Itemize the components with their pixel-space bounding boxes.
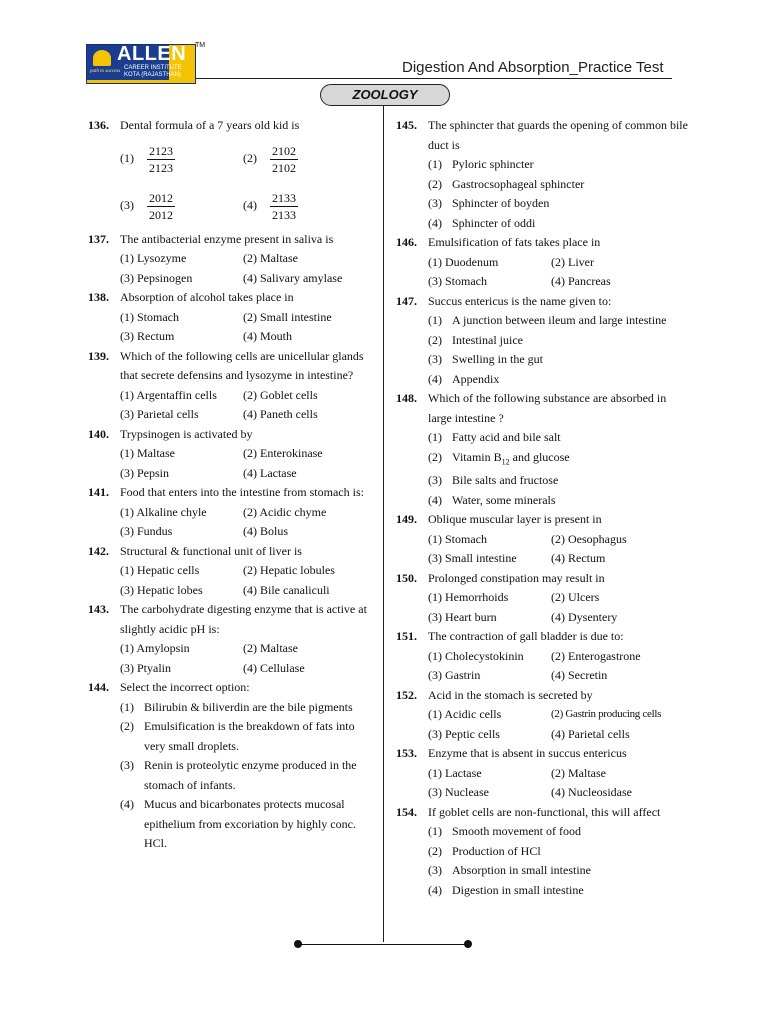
options [396,428,692,510]
option-2 [243,143,366,176]
trademark-mark: TM [195,42,206,49]
question-text: Dental formula of a 7 years old kid is [120,118,300,132]
question-number: 145. [396,118,417,132]
options [396,705,692,744]
option-1: (1) Stomach [120,309,179,324]
numerator: 2012 [149,190,173,205]
dental-formula [270,143,298,176]
option-3: (3) Pepsin [120,465,169,480]
options [396,822,692,900]
option-3: Bile salts and fructose [452,473,559,488]
option-label: (4) [428,215,442,230]
option-1: (1) Argentaffin cells [120,387,217,402]
option-4: (4) Paneth cells [243,407,318,421]
option-2: (2) Enterogastrone [551,648,641,663]
option-label: (1) [120,151,134,166]
option-4: Appendix [452,371,500,386]
options-row [88,183,376,230]
question-text: Which of the following cells are unicellular glands that secrete defensins and lysozyme in intestine? [120,348,364,382]
options [396,253,692,292]
option-2: (2) Acidic chyme [243,504,327,519]
option-4: (4) Bile canaliculi [243,582,330,597]
options [88,444,376,483]
question-136 [88,116,376,136]
option-2: Production of HCl [452,843,541,858]
option-3: Absorption in small intestine [452,863,591,878]
option-label: (4) [428,371,442,386]
logo-subtitle [124,65,182,79]
option-2: (2) Hepatic lobules [243,563,335,577]
question-144 [88,678,376,698]
footer-dot-right [464,940,472,948]
question-140 [88,425,376,445]
question-text: Emulsification of fats takes place in [428,235,601,249]
question-text: Enzyme that is absent in succus entericus [428,746,627,761]
question-text: Food that enters into the intestine from stomach is: [120,485,364,499]
option-1: (1) Duodenum [428,254,499,269]
right-column [396,116,692,900]
question-146 [396,233,692,253]
question-text: Trypsinogen is activated by [120,426,253,441]
option-4: (4) Rectum [551,551,606,566]
question-text: Succus entericus is the name given to: [428,293,612,308]
dental-formula [147,190,175,223]
logo-emblem-icon [93,50,111,66]
option-4 [243,190,366,223]
option-2: (2) Maltase [243,641,298,655]
question-141 [88,483,376,503]
question-text: The antibacterial enzyme present in saliva is [120,231,334,246]
option-4: (4) Mouth [243,329,292,343]
option-4: Digestion in small intestine [452,882,584,897]
question-number: 151. [396,629,417,644]
question-number: 139. [88,348,109,363]
option-label: (3) [120,198,134,213]
option-1: (1) Stomach [428,531,487,546]
question-text: Which of the following substance are absorbed in large intestine ? [428,391,667,425]
option-label: (1) [428,313,442,327]
option-3: Renin is proteolytic enzyme produced in the stomach of infants. [144,758,357,792]
denominator: 2123 [149,160,173,175]
option-3: (3) Pepsinogen [120,270,193,285]
options [88,639,376,678]
option-3: Swelling in the gut [452,352,543,366]
question-138 [88,288,376,308]
option-2: (2) Gastrin producing cells [551,708,662,721]
question-text: The sphincter that guards the opening of common bile duct is [428,118,688,152]
option-label: (1) [428,157,442,171]
option-2-text-end: and glucose [509,449,570,464]
option-1: (1) Maltase [120,446,175,460]
question-number: 146. [396,235,417,249]
question-text: The contraction of gall bladder is due to: [428,629,624,644]
dental-formula [147,143,175,176]
question-number: 150. [396,570,417,585]
option-2: (2) Maltase [551,765,606,780]
question-number: 153. [396,746,417,761]
options [88,308,376,347]
option-4: (4) Bolus [243,524,288,538]
question-153 [396,744,692,764]
option-3: Sphincter of boyden [452,196,550,210]
option-label: (2) [428,843,442,858]
options [396,647,692,686]
question-number: 141. [88,485,109,499]
option-2: Emulsification is the breakdown of fats into very small droplets. [144,719,355,753]
footer-dot-left [294,940,302,948]
option-3: (3) Nuclease [428,785,489,800]
question-text: Acid in the stomach is secreted by [428,687,593,702]
option-2: (2) Ulcers [551,590,600,605]
question-text: If goblet cells are non-functional, this will affect [428,804,661,819]
option-1 [120,143,243,176]
option-3: (3) Small intestine [428,551,517,566]
column-divider [383,106,384,942]
option-1: Pyloric sphincter [452,157,534,171]
option-label: (3) [120,758,134,772]
question-150 [396,569,692,589]
options [88,561,376,600]
question-number: 149. [396,512,417,527]
option-label: (4) [243,198,257,213]
logo-line2: KOTA (RAJASTHAN) [124,72,181,78]
options [88,386,376,425]
logo-tagline: path to success [90,69,121,74]
option-4: (4) Dysentery [551,609,618,624]
options [88,249,376,288]
question-137 [88,230,376,250]
question-text: Select the incorrect option: [120,680,250,694]
question-number: 144. [88,680,109,694]
option-3: (3) Hepatic lobes [120,582,203,597]
option-2: (2) Goblet cells [243,387,318,402]
option-4: (4) Parietal cells [551,726,630,741]
option-1: (1) Lactase [428,765,482,780]
question-number: 147. [396,293,417,308]
option-label: (1) [120,699,134,714]
question-147 [396,292,692,312]
question-number: 136. [88,118,109,132]
question-143 [88,600,376,639]
denominator: 2012 [149,207,173,222]
question-number: 143. [88,602,109,616]
question-148 [396,389,692,428]
option-1: Smooth movement of food [452,824,581,839]
options [396,155,692,233]
option-4: (4) Lactase [243,465,297,480]
option-3 [120,190,243,223]
option-1: (1) Hemorrhoids [428,590,509,605]
question-142 [88,542,376,562]
question-number: 152. [396,687,417,702]
subject-badge: ZOOLOGY [320,84,450,106]
option-4: (4) Pancreas [551,274,611,288]
options [396,530,692,569]
option-1: (1) Cholecystokinin [428,648,524,663]
option-label: (4) [428,492,442,507]
option-2: (2) Liver [551,254,594,269]
option-label: (4) [120,797,134,811]
option-3: (3) Peptic cells [428,726,500,741]
option-1: (1) Amylopsin [120,641,190,655]
options [88,503,376,542]
option-3: (3) Fundus [120,524,173,538]
denominator: 2102 [272,160,296,175]
option-3: (3) Rectum [120,329,175,343]
options [396,311,692,389]
question-number: 138. [88,290,109,304]
option-label: (3) [428,352,442,366]
option-4: (4) Secretin [551,668,608,683]
option-2: Intestinal juice [452,332,523,347]
question-152 [396,686,692,706]
question-number: 148. [396,391,417,405]
option-label: (2) [243,151,257,166]
option-4: (4) Cellulase [243,660,305,675]
numerator: 2102 [272,143,296,158]
question-149 [396,510,692,530]
question-number: 154. [396,804,417,819]
dental-formula [270,190,298,223]
option-label: (3) [428,863,442,878]
option-3: (3) Gastrin [428,668,481,683]
option-2: (2) Small intestine [243,309,332,324]
question-number: 137. [88,231,109,246]
question-text: The carbohydrate digesting enzyme that is active at slightly acidic pH is: [120,602,367,636]
option-1: Fatty acid and bile salt [452,430,561,444]
page-title: Digestion And Absorption_Practice Test [402,59,664,76]
option-4: (4) Nucleosidase [551,785,632,800]
option-1: Bilirubin & biliverdin are the bile pigments [144,699,353,714]
option-4: Sphincter of oddi [452,215,536,230]
question-number: 140. [88,426,109,441]
option-1: (1) Acidic cells [428,707,502,722]
option-2-text: Vitamin B [452,449,502,464]
header-rule [196,78,672,79]
option-label: (2) [120,719,134,733]
option-1: (1) Alkaline chyle [120,504,207,519]
option-label: (2) [428,176,442,191]
option-label: (3) [428,196,442,210]
option-3: (3) Heart burn [428,609,497,624]
question-151 [396,627,692,647]
option-2: Gastrocsophageal sphincter [452,176,585,191]
question-text: Prolonged constipation may result in [428,570,605,585]
numerator: 2133 [272,190,296,205]
option-label: (4) [428,882,442,897]
options [88,698,376,854]
question-text: Structural & functional unit of liver is [120,543,302,558]
option-4: Water, some minerals [452,492,556,507]
option-1: (1) Lysozyme [120,251,187,265]
logo-name: ALLEN [117,43,187,65]
option-2: (2) Enterokinase [243,446,323,460]
option-label: (2) [428,449,442,464]
option-label: (1) [428,824,442,839]
option-2: (2) Maltase [243,251,298,265]
option-1: A junction between ileum and large intestine [452,313,667,327]
options [396,588,692,627]
allen-logo [86,44,196,84]
options [396,764,692,803]
question-139 [88,347,376,386]
question-145 [396,116,692,155]
option-label: (1) [428,430,442,444]
vitamin-subscript: 12 [501,456,510,466]
question-text: Absorption of alcohol takes place in [120,290,294,304]
numerator: 2123 [149,143,173,158]
option-4: Mucus and bicarbonates protects mucosal epithelium from excoriation by highly conc. HCl. [144,797,356,850]
option-2 [452,448,570,472]
option-3: (3) Ptyalin [120,660,171,675]
left-column [88,116,376,854]
footer-rule [298,944,468,945]
denominator: 2133 [272,207,296,222]
question-text: Oblique muscular layer is present in [428,512,602,527]
option-label: (2) [428,332,442,347]
logo-line1: CAREER INSTITUTE [124,65,182,71]
option-label: (3) [428,473,442,488]
question-154 [396,803,692,823]
option-3: (3) Stomach [428,274,487,288]
option-1: (1) Hepatic cells [120,563,200,577]
option-3: (3) Parietal cells [120,407,199,421]
option-4: (4) Salivary amylase [243,270,343,285]
question-number: 142. [88,543,109,558]
option-2: (2) Oesophagus [551,531,627,546]
options-row [88,136,376,183]
